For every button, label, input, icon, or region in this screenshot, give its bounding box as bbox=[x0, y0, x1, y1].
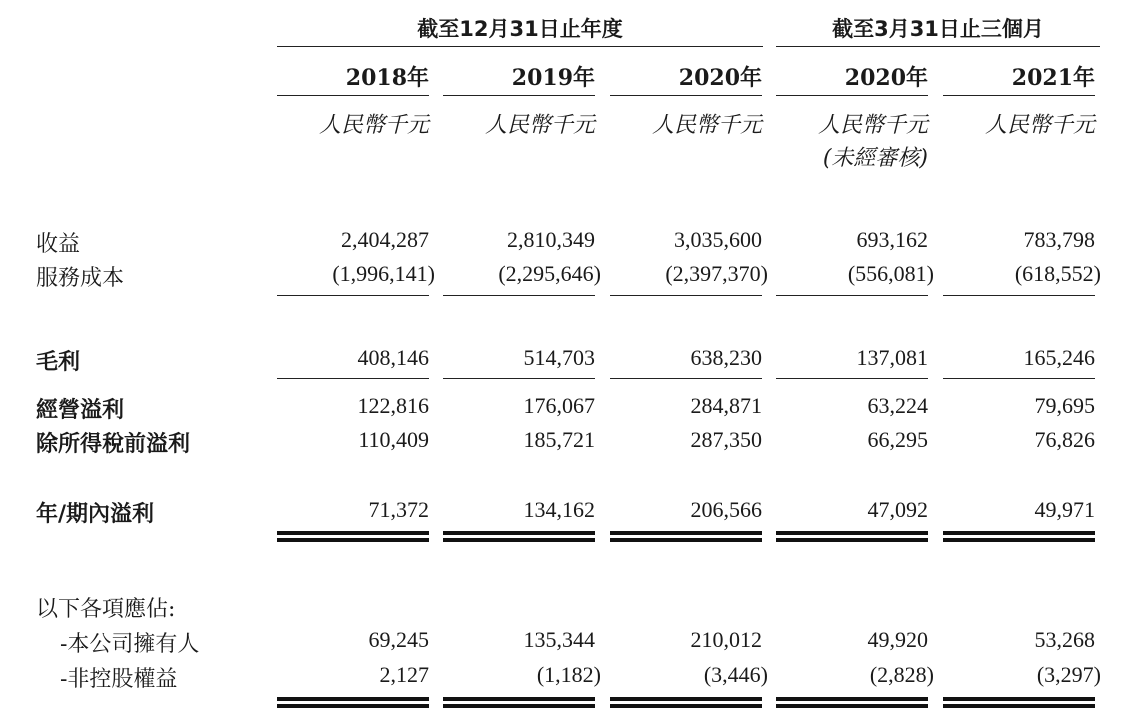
cell-revenue-2021-q1: 783,798 bbox=[1023, 227, 1095, 252]
subtotal-rule bbox=[443, 378, 595, 379]
subtotal-rule bbox=[277, 295, 429, 296]
cell-cost-2021-q1: (618,552) bbox=[1014, 261, 1101, 286]
bottom-double-rule bbox=[776, 704, 928, 708]
column-header-2021-q1: 2021年 bbox=[1011, 65, 1095, 91]
total-double-rule bbox=[277, 531, 429, 535]
unit-label: 人民幣千元 bbox=[651, 113, 762, 138]
year-rule bbox=[610, 95, 762, 96]
header-year-ended-december: 截至12月31日止年度 bbox=[417, 17, 623, 41]
subtotal-rule bbox=[776, 378, 928, 379]
row-label-non-controlling: -非控股權益 bbox=[60, 667, 178, 692]
cell-cost-2019: (2,295,646) bbox=[498, 261, 601, 286]
cell-owners-2020-q1: 49,920 bbox=[867, 627, 928, 652]
unit-label: 人民幣千元 bbox=[817, 113, 928, 138]
subtotal-rule bbox=[776, 295, 928, 296]
cell-gross-profit-2020: 638,230 bbox=[690, 345, 762, 370]
cell-nci-2021-q1: (3,297) bbox=[1036, 662, 1101, 687]
subtotal-rule bbox=[443, 295, 595, 296]
total-double-rule bbox=[443, 531, 595, 535]
cell-gross-profit-2020-q1: 137,081 bbox=[856, 345, 928, 370]
column-header-2020: 2020年 bbox=[678, 65, 762, 91]
bottom-double-rule bbox=[943, 697, 1095, 701]
total-double-rule bbox=[776, 538, 928, 542]
column-header-2018: 2018年 bbox=[345, 65, 429, 91]
cell-revenue-2019: 2,810,349 bbox=[507, 227, 595, 252]
cell-profit-2018: 71,372 bbox=[368, 497, 429, 522]
bottom-double-rule bbox=[610, 697, 762, 701]
row-label-cost-of-services: 服務成本 bbox=[36, 266, 125, 291]
year-rule bbox=[443, 95, 595, 96]
cell-nci-2019: (1,182) bbox=[536, 662, 601, 687]
cell-cost-2018: (1,996,141) bbox=[332, 261, 435, 286]
header-rule-group1 bbox=[277, 46, 763, 47]
bottom-double-rule bbox=[277, 697, 429, 701]
cell-gross-profit-2021-q1: 165,246 bbox=[1023, 345, 1095, 370]
cell-profit-2021-q1: 49,971 bbox=[1034, 497, 1095, 522]
year-rule bbox=[776, 95, 928, 96]
cell-nci-2020-q1: (2,828) bbox=[869, 662, 934, 687]
subtotal-rule bbox=[277, 378, 429, 379]
bottom-double-rule bbox=[610, 704, 762, 708]
cell-cost-2020: (2,397,370) bbox=[665, 261, 768, 286]
unaudited-note: (未經審核) bbox=[822, 146, 928, 171]
year-rule bbox=[943, 95, 1095, 96]
row-label-gross-profit: 毛利 bbox=[36, 350, 81, 375]
cell-gross-profit-2018: 408,146 bbox=[357, 345, 429, 370]
header-three-months-ended-march: 截至3月31日止三個月 bbox=[832, 17, 1044, 41]
cell-pbt-2018: 110,409 bbox=[358, 427, 429, 452]
row-label-owners: -本公司擁有人 bbox=[60, 632, 200, 657]
cell-operating-profit-2021-q1: 79,695 bbox=[1034, 393, 1095, 418]
total-double-rule bbox=[943, 531, 1095, 535]
cell-revenue-2020-q1: 693,162 bbox=[856, 227, 928, 252]
cell-operating-profit-2020-q1: 63,224 bbox=[867, 393, 928, 418]
column-header-2019: 2019年 bbox=[511, 65, 595, 91]
total-double-rule bbox=[943, 538, 1095, 542]
cell-gross-profit-2019: 514,703 bbox=[523, 345, 595, 370]
column-header-2020-q1: 2020年 bbox=[844, 65, 928, 91]
subtotal-rule bbox=[610, 295, 762, 296]
cell-profit-2019: 134,162 bbox=[523, 497, 595, 522]
subtotal-rule bbox=[610, 378, 762, 379]
total-double-rule bbox=[277, 538, 429, 542]
cell-owners-2020: 210,012 bbox=[690, 627, 762, 652]
cell-revenue-2020: 3,035,600 bbox=[674, 227, 762, 252]
unit-label: 人民幣千元 bbox=[318, 113, 429, 138]
bottom-double-rule bbox=[943, 704, 1095, 708]
total-double-rule bbox=[610, 538, 762, 542]
unit-label: 人民幣千元 bbox=[984, 113, 1095, 138]
cell-profit-2020: 206,566 bbox=[690, 497, 762, 522]
row-label-operating-profit: 經營溢利 bbox=[36, 398, 125, 423]
cell-cost-2020-q1: (556,081) bbox=[847, 261, 934, 286]
subtotal-rule bbox=[943, 295, 1095, 296]
cell-owners-2021-q1: 53,268 bbox=[1034, 627, 1095, 652]
cell-operating-profit-2019: 176,067 bbox=[523, 393, 595, 418]
bottom-double-rule bbox=[776, 697, 928, 701]
total-double-rule bbox=[610, 531, 762, 535]
cell-owners-2019: 135,344 bbox=[523, 627, 595, 652]
cell-pbt-2021-q1: 76,826 bbox=[1034, 427, 1095, 452]
cell-profit-2020-q1: 47,092 bbox=[867, 497, 928, 522]
cell-operating-profit-2020: 284,871 bbox=[690, 393, 762, 418]
total-double-rule bbox=[443, 538, 595, 542]
row-label-profit-for-period: 年/期內溢利 bbox=[36, 502, 155, 527]
cell-operating-profit-2018: 122,816 bbox=[357, 393, 429, 418]
cell-revenue-2018: 2,404,287 bbox=[341, 227, 429, 252]
subtotal-rule bbox=[943, 378, 1095, 379]
year-rule bbox=[277, 95, 429, 96]
bottom-double-rule bbox=[277, 704, 429, 708]
row-label-attributable-to: 以下各項應佔: bbox=[36, 597, 176, 622]
cell-nci-2018: 2,127 bbox=[379, 662, 429, 687]
total-double-rule bbox=[776, 531, 928, 535]
cell-pbt-2020-q1: 66,295 bbox=[867, 427, 928, 452]
row-label-profit-before-tax: 除所得稅前溢利 bbox=[36, 432, 191, 457]
cell-pbt-2020: 287,350 bbox=[690, 427, 762, 452]
cell-owners-2018: 69,245 bbox=[368, 627, 429, 652]
header-rule-group2 bbox=[776, 46, 1100, 47]
cell-pbt-2019: 185,721 bbox=[523, 427, 595, 452]
row-label-revenue: 收益 bbox=[36, 232, 81, 257]
bottom-double-rule bbox=[443, 697, 595, 701]
bottom-double-rule bbox=[443, 704, 595, 708]
cell-nci-2020: (3,446) bbox=[703, 662, 768, 687]
unit-label: 人民幣千元 bbox=[484, 113, 595, 138]
